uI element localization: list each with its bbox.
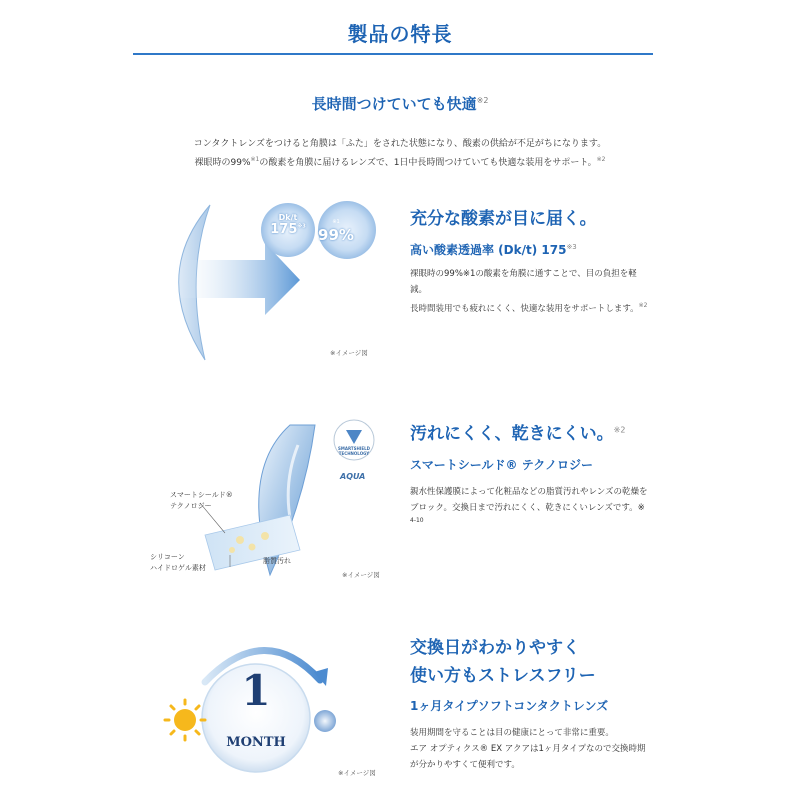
dk-badge-number: 175 bbox=[270, 222, 298, 237]
feature2-subtitle: スマートシールド® テクノロジー bbox=[410, 458, 593, 472]
feature2-body bbox=[410, 484, 665, 525]
feature3-title-line2: 使い方もストレスフリー bbox=[410, 666, 596, 686]
feature1-body-note: ※2 bbox=[638, 302, 648, 309]
callout-silicone-1: シリコーン bbox=[150, 553, 185, 561]
badge-text-line2: TECHNOLOGY bbox=[338, 451, 370, 456]
feature1-body-line3 bbox=[410, 298, 660, 317]
section-heading-note: ※2 bbox=[476, 96, 489, 105]
intro-line-2 bbox=[0, 152, 800, 171]
feature1-subtitle-note: ※3 bbox=[566, 243, 577, 251]
section-heading-text: 長時間つけていても快適 bbox=[311, 95, 477, 113]
feature3-subtitle: 1ヶ月タイプソフトコンタクトレンズ bbox=[410, 699, 609, 713]
feature1-body-line3-text: 長時間装用でも疲れにくく、快適な装用をサポートします。 bbox=[410, 303, 639, 314]
feature1-subtitle bbox=[410, 241, 577, 258]
dk-badge bbox=[268, 213, 308, 237]
callout-smartshield-1: スマートシールド® bbox=[170, 491, 233, 499]
feature1-title: 充分な酸素が目に届く。 bbox=[410, 209, 597, 229]
feature3-body bbox=[410, 725, 670, 773]
intro-line-2-a: 裸眼時の99% bbox=[194, 158, 251, 168]
feature3-body-line2: エア オプティクス® EX アクアは1ヶ月タイプなので交換時期 bbox=[410, 744, 646, 754]
silicone-callout bbox=[150, 552, 206, 574]
pct-badge-value: 99% bbox=[318, 226, 354, 244]
smartshield-badge-text bbox=[334, 446, 374, 456]
feature2-body-line1: 親水性保護膜によって化粧品などの脂質汚れやレンズの乾燥を bbox=[410, 487, 648, 497]
feature1-subtitle-text: 高い酸素透過率 (Dk/t) 175 bbox=[410, 243, 567, 257]
lipid-callout: 脂質汚れ bbox=[263, 557, 291, 565]
feature2-body-line2: ブロック。交換日まで汚れにくく、乾きにくいレンズです。※ bbox=[410, 503, 645, 513]
feature3-body-line3: が分かりやすくて便利です。 bbox=[410, 760, 520, 770]
dk-badge-value bbox=[268, 222, 308, 237]
title-divider bbox=[133, 53, 653, 55]
month-label: MONTH bbox=[226, 735, 286, 750]
image-caption-2: ※イメージ図 bbox=[342, 571, 380, 579]
section-intro bbox=[0, 137, 800, 171]
feature1-body-line2: 減。 bbox=[410, 285, 428, 295]
dk-badge-label: Dk/t bbox=[278, 213, 298, 222]
badge-text-line1: SMARTSHIELD bbox=[338, 446, 370, 451]
sun-icon bbox=[165, 700, 205, 740]
feature2-title bbox=[410, 419, 625, 444]
image-caption-3: ※イメージ図 bbox=[338, 769, 376, 777]
aqua-badge: AQUA bbox=[340, 472, 366, 481]
pct-badge bbox=[316, 219, 356, 244]
image-caption-1: ※イメージ図 bbox=[330, 349, 368, 357]
feature1-body bbox=[410, 266, 660, 317]
feature3-body-line1: 装用期間を守ることは目の健康にとって非常に重要。 bbox=[410, 728, 614, 738]
dk-badge-note: ※3 bbox=[297, 223, 306, 230]
page-title: 製品の特長 bbox=[347, 22, 453, 46]
feature2-body-line3: 4-10 bbox=[410, 517, 424, 524]
smartshield-callout bbox=[170, 490, 233, 512]
moon-icon bbox=[314, 710, 336, 732]
feature3-title-line1: 交換日がわかりやすく bbox=[410, 638, 580, 658]
callout-smartshield-2: テクノロジー bbox=[170, 502, 212, 510]
month-number: 1 bbox=[241, 666, 271, 715]
intro-line-1: コンタクトレンズをつけると角膜は「ふた」をされた状態になり、酸素の供給が不足がちになります。 bbox=[193, 139, 607, 149]
pct-badge-note: ※1 bbox=[332, 219, 340, 225]
feature1-body-line1: 裸眼時の99%※1の酸素を角膜に通すことで、目の負担を軽 bbox=[410, 269, 637, 279]
feature2-title-note: ※2 bbox=[613, 425, 626, 435]
feature2-title-text: 汚れにくく、乾きにくい。 bbox=[410, 424, 614, 444]
intro-note-1: ※1 bbox=[250, 156, 260, 163]
intro-note-2: ※2 bbox=[596, 156, 606, 163]
callout-silicone-2: ハイドロゲル素材 bbox=[150, 564, 206, 572]
intro-line-2-b: の酸素を角膜に届けるレンズで、1日中長時間つけていても快適な装用をサポート。 bbox=[259, 158, 597, 168]
section-heading bbox=[0, 93, 800, 114]
feature3-title bbox=[410, 634, 596, 690]
